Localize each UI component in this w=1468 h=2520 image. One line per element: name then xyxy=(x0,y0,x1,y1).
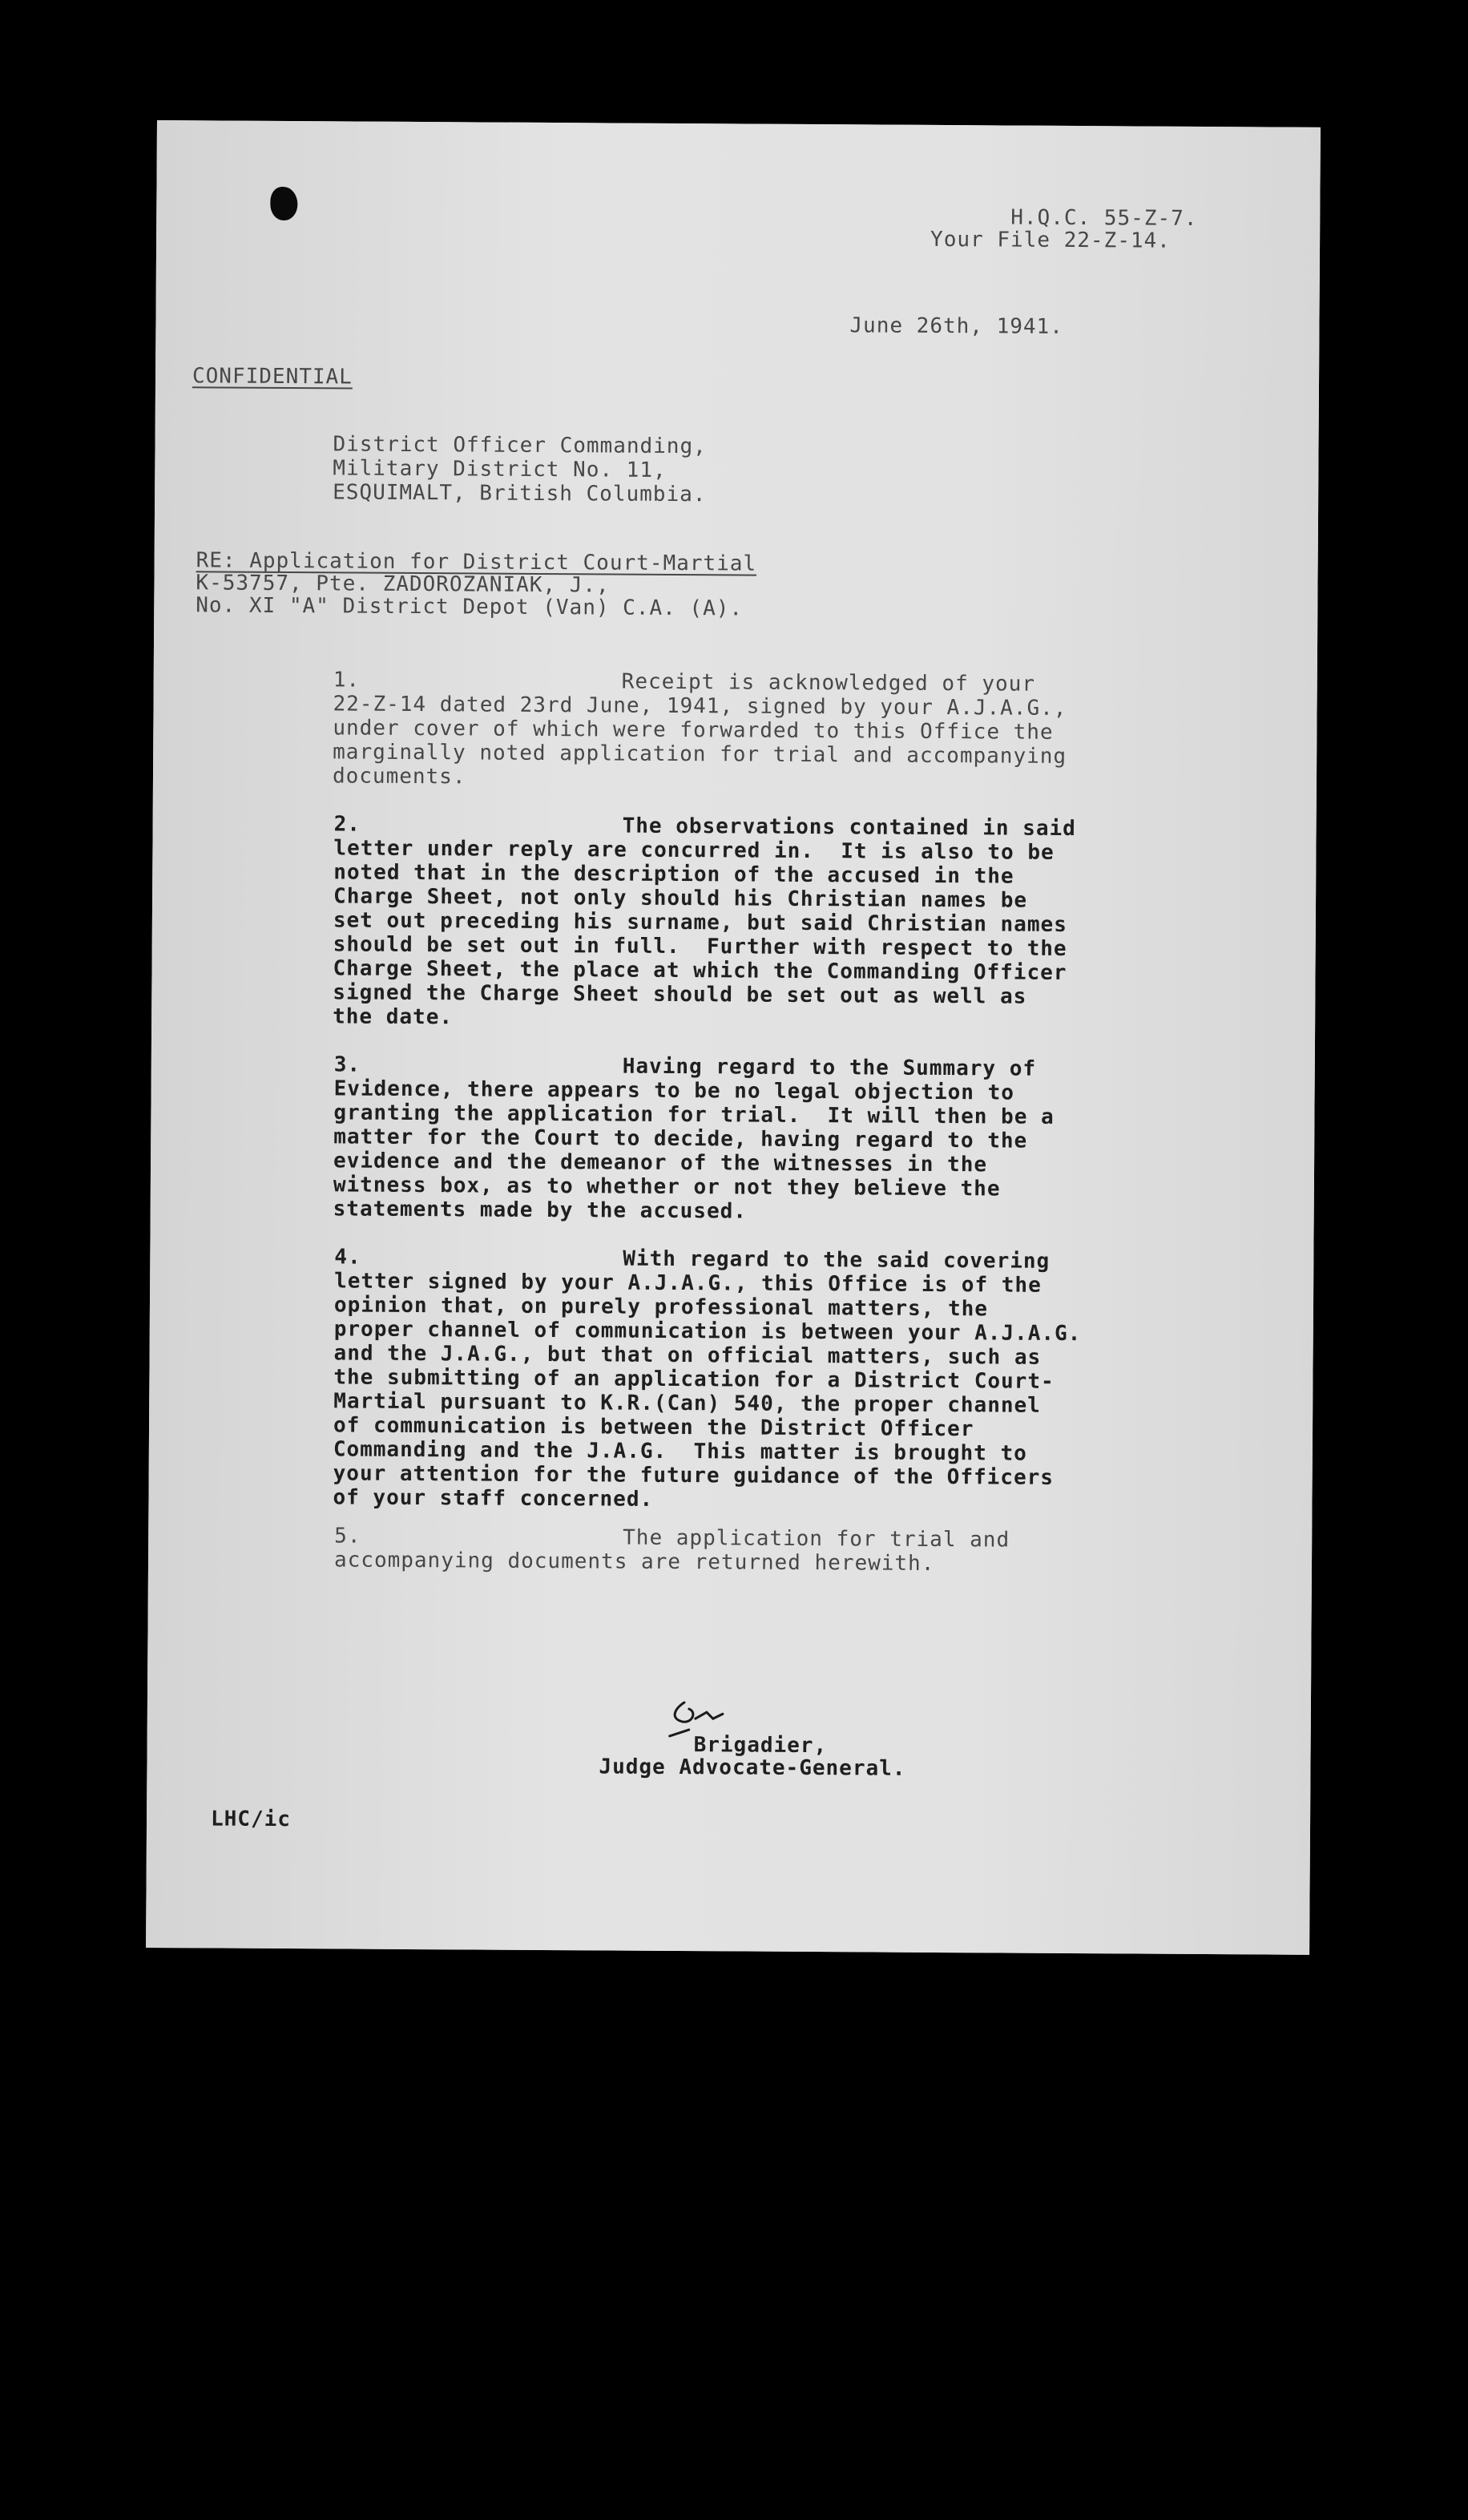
paragraph-2-line-5: set out preceding his surname, but said Christian names xyxy=(333,908,1067,937)
addressee-line-2: Military District No. 11, xyxy=(333,456,667,483)
file-ref-hqc: H.Q.C. 55-Z-7. xyxy=(1010,205,1198,231)
signature-title-line-2: Judge Advocate-General. xyxy=(599,1755,906,1781)
paragraph-4-line-8: of communication is between the District Officer xyxy=(333,1413,974,1442)
ink-blot xyxy=(270,187,297,220)
paragraph-1-number: 1. xyxy=(333,668,361,693)
paragraph-1-line-4: marginally noted application for trial and accompanying xyxy=(333,740,1067,769)
paragraph-5-line-1: The application for trial and xyxy=(623,1525,1010,1553)
paragraph-1-line-1: Receipt is acknowledged of your xyxy=(621,669,1036,697)
paragraph-3-line-6: witness box, as to whether or not they believe the xyxy=(333,1173,1001,1201)
paragraph-3-number: 3. xyxy=(333,1052,361,1077)
paragraph-4-line-3: opinion that, on purely professional matters, the xyxy=(333,1293,989,1322)
paragraph-2-line-7: Charge Sheet, the place at which the Commanding Officer xyxy=(333,956,1067,985)
paragraph-2-number: 2. xyxy=(333,812,361,837)
paragraph-2-line-1: The observations contained in said xyxy=(622,814,1076,842)
letter-date: June 26th, 1941. xyxy=(849,313,1063,339)
paragraph-2-line-6: should be set out in full. Further with respect to the xyxy=(333,932,1067,961)
paragraph-1-line-3: under cover of which were forwarded to this Office the xyxy=(333,716,1054,745)
paragraph-4-line-2: letter signed by your A.J.A.G., this Office is of the xyxy=(334,1269,1042,1298)
paragraph-5-line-2: accompanying documents are returned herewith. xyxy=(333,1548,935,1576)
subject-line-3: No. XI "A" District Depot (Van) C.A. (A). xyxy=(196,593,744,621)
paragraph-2-line-3: noted that in the description of the accused in the xyxy=(333,860,1014,889)
paragraph-3-line-3: granting the application for trial. It will then be a xyxy=(333,1100,1055,1129)
paragraph-4-line-7: Martial pursuant to K.R.(Can) 540, the proper channel xyxy=(333,1389,1041,1418)
paragraph-4-line-4: proper channel of communication is between your A.J.A.G. xyxy=(333,1317,1082,1347)
paragraph-3-line-5: evidence and the demeanor of the witnesses in the xyxy=(333,1149,988,1177)
paragraph-4-line-11: of your staff concerned. xyxy=(333,1485,654,1512)
addressee-line-3: ESQUIMALT, British Columbia. xyxy=(333,480,707,507)
paragraph-3-line-7: statements made by the accused. xyxy=(333,1197,748,1224)
addressee-line-1: District Officer Commanding, xyxy=(333,432,707,459)
paragraph-2-line-2: letter under reply are concurred in. It is also to be xyxy=(333,836,1055,865)
paragraph-1-line-5: documents. xyxy=(332,764,466,790)
paragraph-2-line-9: the date. xyxy=(333,1004,454,1030)
file-ref-your-file: Your File 22-Z-14. xyxy=(930,227,1171,253)
paragraph-4-line-1: With regard to the said covering xyxy=(623,1246,1051,1274)
subject-line-2: K-53757, Pte. ZADOROZANIAK, J., xyxy=(196,571,610,598)
paragraph-4-line-6: the submitting of an application for a District Court- xyxy=(333,1365,1055,1394)
paragraph-3-line-2: Evidence, there appears to be no legal objection to xyxy=(333,1076,1015,1105)
paragraph-1-line-2: 22-Z-14 dated 23rd June, 1941, signed by your A.J.A.G., xyxy=(333,692,1067,721)
paragraph-5-number: 5. xyxy=(334,1524,361,1549)
classification-label: CONFIDENTIAL xyxy=(192,364,353,390)
paragraph-4-number: 4. xyxy=(334,1245,361,1270)
reference-initials: LHC/ic xyxy=(210,1807,292,1832)
paragraph-4-line-5: and the J.A.G., but that on official matters, such as xyxy=(333,1341,1042,1370)
paragraph-4-line-10: your attention for the future guidance of the Officers xyxy=(333,1461,1055,1490)
paragraph-3-line-4: matter for the Court to decide, having regard to the xyxy=(333,1125,1028,1153)
paragraph-2-line-8: signed the Charge Sheet should be set out as well as xyxy=(333,980,1027,1009)
document-page xyxy=(146,120,1321,1955)
paragraph-2-line-4: Charge Sheet, not only should his Christian names be xyxy=(333,884,1028,913)
signature-title-line-1: Brigadier, xyxy=(693,1733,828,1759)
paragraph-3-line-1: Having regard to the Summary of xyxy=(622,1054,1037,1081)
paragraph-4-line-9: Commanding and the J.A.G. This matter is brought to xyxy=(333,1437,1027,1466)
subject-line-1: RE: Application for District Court-Martial xyxy=(196,548,757,576)
